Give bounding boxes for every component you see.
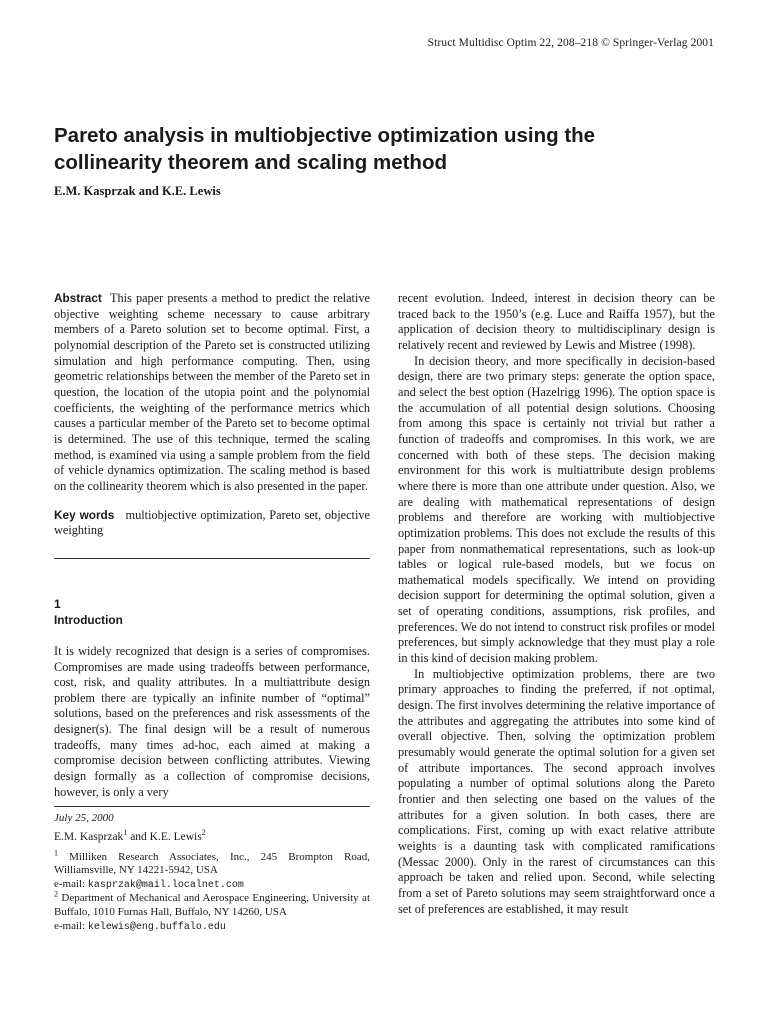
email-link-1[interactable]: kasprzak@mail.localnet.com	[87, 879, 244, 891]
keywords-label: Key words	[54, 507, 115, 522]
abstract	[54, 291, 370, 495]
email-label-2: e-mail:	[54, 919, 88, 932]
affiliation-2-mark: 2	[54, 889, 58, 899]
paper-title: Pareto analysis in multiobjective optimization using the collinearity theorem and scaling method	[54, 124, 596, 174]
footnote-author-2: K.E. Lewis	[149, 831, 202, 843]
affiliation-1-mark: 1	[54, 847, 58, 857]
author-line: E.M. Kasprzak and K.E. Lewis	[54, 184, 221, 198]
footnote-author-1: E.M. Kasprzak	[54, 831, 124, 843]
left-column	[54, 291, 370, 934]
right-column	[398, 291, 715, 917]
abstract-text: This paper presents a method to predict the relative objective weighting scheme necessary to cause arbitrary members of a Pareto solution set to become optimal. First, a polynomial description of the Pareto set is constructed utilizing simulation and high performance computing. Then, using geometric relationships between the member of the Pareto set in question, the location of the utopia point and the polynomial coefficients, the weighting of the performance metrics which causes a particular member of the Pareto set to become optimal is determined. The use of this technique, termed the scaling method, is examined via using a sample problem from the field of vehicle dynamics optimization. The scaling method is based on the collinearity theorem which is also presented in the paper.	[54, 291, 370, 493]
section-title: Introduction	[54, 612, 123, 627]
right-paragraph-3: In multiobjective optimization problems, there are two primary approaches to finding the preferred, if not optimal, design. The first involves determining the relative importance of the attributes and aggregating the attributes into some kind of overall objective. Then, solving the optimization problem presumably would generate the optimal solution for a given set of attribute importances. The second approach involves populating a number of optimal solutions along the Pareto frontier and then selecting one based on the values of the attributes for a given solution. In both cases, there are complications. First, coming up with exact relative attribute weights is a daunting task with complicated ramifications (Messac 2000). Only in the rarest of circumstances can this approach be taken and relied upon. Second, while selecting from a set of Pareto solutions may seem straightforward once a set of preferences are established, it may result	[398, 666, 716, 916]
footnote-divider	[54, 806, 370, 807]
affiliation-1	[54, 847, 370, 893]
footnote-authors	[54, 828, 370, 845]
email-label-1: e-mail:	[54, 877, 88, 890]
keywords-text: multiobjective optimization, Pareto set, objective weighting	[54, 507, 370, 538]
received-date: July 25, 2000	[54, 812, 114, 825]
affiliation-2	[54, 889, 370, 934]
author-conjunction: and	[127, 831, 150, 843]
section-number: 1	[54, 596, 61, 611]
keywords	[54, 508, 370, 539]
intro-paragraph: It is widely recognized that design is a series of compromises. Compromises are made using tradeoffs between performance, cost, risk, and quality attributes. In a multiattribute design problem there are typically an infinite number of “optimal” solutions, based on the preferences and risk assessments of the designer(s). The final design will be a result of numerous tradeoffs, many times ad-hoc, each aimed at making a compromise decision between conflicting attributes. Viewing design formally as a collection of compromise decisions, however, is only a very	[54, 643, 370, 799]
affiliation-1-text: Milliken Research Associates, Inc., 245 Brompton Road, Williamsville, NY 14221-5942, USA	[54, 850, 370, 877]
running-head: Struct Multidisc Optim 22, 208–218 © Springer-Verlag 2001	[427, 37, 714, 49]
right-paragraph-1: recent evolution. Indeed, interest in decision theory can be traced back to the 1950’s (e.g. Luce and Raiffa 1957), but the application of decision theory to multidisciplinary design is relatively recent and reviewed by Lewis and Mistree (1998).	[398, 291, 715, 352]
abstract-label: Abstract	[54, 291, 102, 305]
section-divider	[54, 558, 370, 559]
footnotes	[54, 812, 370, 934]
affiliation-2-text: Department of Mechanical and Aerospace Engineering, University at Buffalo, 1010 Furnas Hall, Buffalo, NY 14260, USA	[54, 892, 370, 918]
author-1-mark: 1	[123, 828, 128, 838]
email-link-2[interactable]: kelewis@eng.buffalo.edu	[87, 921, 226, 933]
author-2-mark: 2	[201, 828, 206, 838]
right-paragraph-2: In decision theory, and more specifically in decision-based design, there are two primary steps: generate the option space, and select the best option (Hazelrigg 1996). The option space is the accumulation of all potential design solutions. Choosing from among this space is certainly not trivial but rather a function of tradeoffs and compromises. In this work, we are concerned with both of these steps. The decision making environment for this work is multiattribute design problems where there is more than one attribute under question. Also, we are dealing with mathematical representations of design problems and therefore are working with multiobjective optimization problems. This does not exclude the results of this paper from nonmathematical representations, such as look-up tables or logical rule-based models, but we focus on mathematical models specifically. We intend on providing decision support for determining the optimal solution, given a set of operating conditions, assumptions, risk profiles, and preferences. We do not intend to construct risk profiles or model preferences, but simply acknowledge that they must play a role in this kind of decision making problem.	[398, 353, 715, 666]
